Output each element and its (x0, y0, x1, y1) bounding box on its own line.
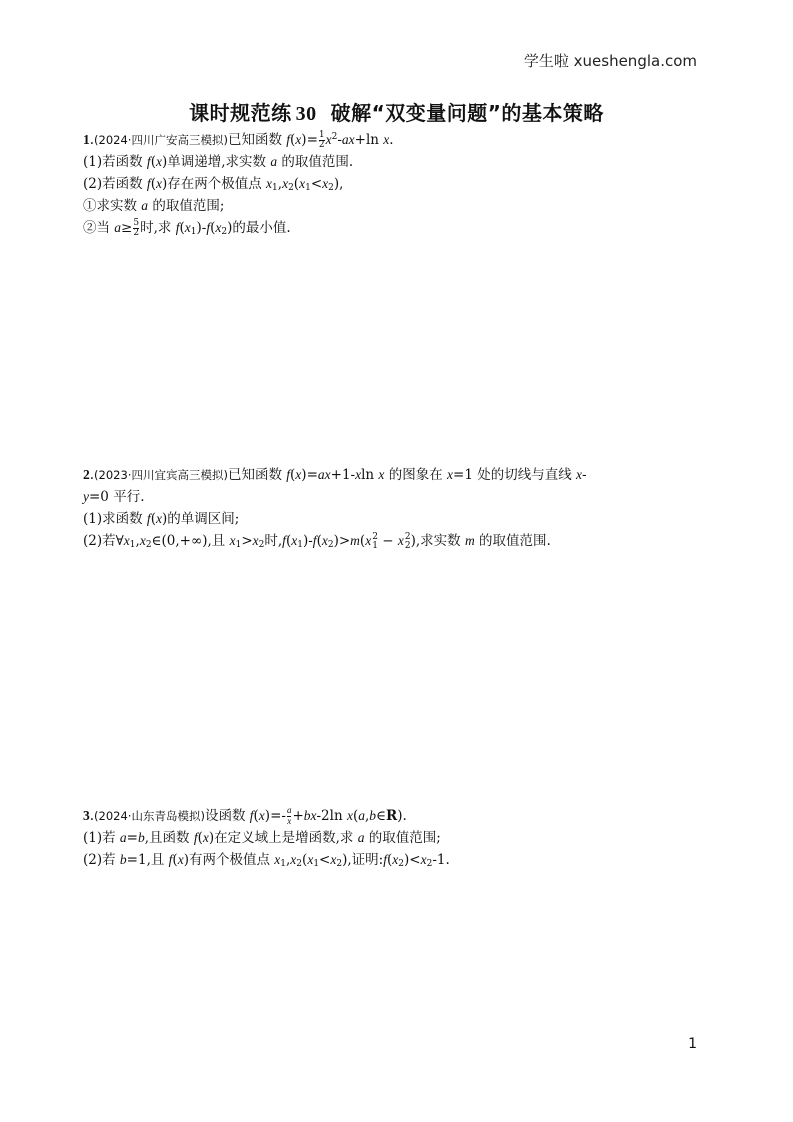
page-title (0, 97, 793, 126)
problem-2-intro2: y=0 平行. (83, 489, 145, 505)
problem-2-q2: (2)若$\forall x_1,x_2\in(0,+\infty)$,且 $x_1>x_2$时$,f(x_1)-f(x_2)>m(x$ 2 1 − x 2 2 ),求实数 m 的取值范围. (83, 531, 551, 551)
problem-2-intro: 2.(2023·四川宜宾高三模拟)已知函数 f(x)=ax+1-xln x 的图象在 x=1 处的切线与直线 x- (83, 467, 587, 483)
problem-1-q2b: ②当 a≥ $\frac{5}{2}$ 时,求 $f(x_1)-f(x_2)$的最小值. (83, 218, 291, 238)
problem-3-q1: (1)若 a=b,且函数 f(x)在定义域上是增函数,求 a 的取值范围; (83, 830, 441, 846)
fraction-one-half: $\frac{1}{2}$ (318, 130, 325, 150)
problem-2-source: (2023·四川宜宾高三模拟) (94, 468, 228, 482)
problem-3-intro: 3.(2024·山东青岛模拟)设函数 f(x)=- $\frac{a}{x}$ +bx-2ln x(a,b∈R). (83, 805, 407, 826)
problem-1-q2a: ①求实数 a 的取值范围; (83, 198, 225, 214)
problem-2-q1: (1)求函数 f(x)的单调区间; (83, 511, 240, 527)
fraction-five-halves: $\frac{5}{2}$ (133, 218, 140, 238)
title-number: 30 (295, 103, 317, 125)
title-prefix: 课时规范练 (189, 101, 292, 125)
problem-1-source: (2024·四川广安高三模拟) (94, 133, 228, 147)
problem-3-q2: (2)若 b=1,且 f(x)有两个极值点 $x_1,x_2(x_1<x_2)$,证明$:f(x_2)<x_2-1$. (83, 852, 450, 869)
fraction-a-over-x: $\frac{a}{x}$ (286, 805, 292, 826)
problem-1-intro: 1.(2024·四川广安高三模拟)已知函数 f(x)= $\frac{1}{2}$ $x^2-ax+\ln$ x. (83, 130, 394, 150)
title-text: 破解“双变量问题”的基本策略 (330, 101, 604, 125)
page-number: 1 (688, 1036, 697, 1052)
problem-3 (83, 805, 693, 871)
watermark: 学生啦 xueshengla.com (523, 52, 697, 70)
problem-1-q1: (1)若函数 f(x)单调递增,求实数 a 的取值范围. (83, 154, 354, 170)
problem-1 (83, 129, 693, 239)
problem-1-q2: (2)若函数 f(x)存在两个极值点 $x_1,x_2(x_1<x_2)$, (83, 176, 344, 193)
problem-3-source: (2024·山东青岛模拟) (94, 809, 205, 823)
problem-2 (83, 464, 693, 552)
